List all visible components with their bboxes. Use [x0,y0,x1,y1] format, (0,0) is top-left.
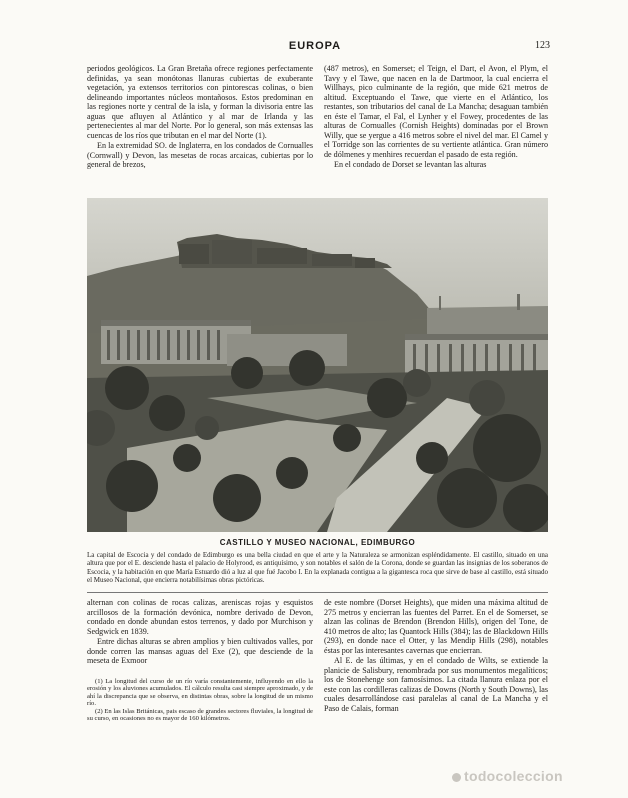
paragraph: alternan con colinas de rocas calizas, areniscas rojas y esquistos arcillosos de la formación devónica, nombre derivado de Devon, condado en donde abundan estos terrenos, y dado por Murchison y Sedgwick en 1839. [87,598,313,636]
running-title: EUROPA [288,40,342,52]
watermark-dot-icon [452,773,461,782]
watermark [452,768,563,784]
bottom-right-column [324,598,548,714]
paragraph: En el condado de Dorset se levantan las alturas [334,160,487,169]
top-right-column [324,64,548,171]
footnote: (1) La longitud del curso de un río varía constantemente, influyendo en ello la erosión y los aluviones acumulados. El cálculo resulta casi siempre aproximado, y de ahí la discrepancia que se observa, en distintas obras, sobre la longitud de un mismo río. [87,678,313,708]
top-left-column [87,64,313,171]
paragraph: periodos geológicos. La Gran Bretaña ofrece regiones perfectamente definidas, ya sean monótonas llanuras cubiertas de exuberante vegetación, ya extensos territorios con pintorescas colinas, o bien delineando importantes núcleos montañosos. Estos predominan en las regiones norte y central de la isla, y forman la divisoria entre las aguas que afluyen al Atlántico y al mar de Irlanda y las pertenecientes al mar del Norte. Por lo general, son más extensas las cuencas de los ríos que tributan en el mar del Norte (1). [87,64,313,140]
divider [87,592,548,593]
bottom-left-column [87,598,313,667]
page-number: 123 [535,40,550,51]
paragraph: (487 metros), en Somerset; el Teign, el Dart, el Avon, el Plym, el Tavy y el Tawe, que nacen en la de Dartmoor, la cual encierra el Willhays, pico culminante de la región, que mide 621 metros de altitud. Exceptuando el Tawe, que vierte en el Atlántico, los restantes, son tributarios del canal de La Mancha; desaguan también en éste el Tamar, el Fal, el Lynher y el Fowey, procedentes de las alturas de Cornualles (Cornish Heights) dominadas por el Brown Willy, que se yergue a 416 metros sobre el nivel del mar. El Camel y el Torridge son las corrientes de su vertiente atlántica. Gran número de dólmenes y menhires recuerdan el pasado de esta región. [324,64,548,159]
photo-legend: La capital de Escocia y del condado de Edimburgo es una bella ciudad en que el arte y la Naturaleza se armonizan espléndidamente. El castillo, situado en una altura que por el E. desciende hasta el palacio de Holyrood, es antiquísimo, y son notables el salón de la Corona, donde se guardan las insignias de los soberanos de Escocia, y la habitación en que María Estuardo dió a luz al que fué Jacobo I. En la explanada contigua a la gigantesca roca que sirve de base al castillo, está situado el Museo Nacional, que encierra notabilísimas obras pictóricas. [87,551,548,584]
castle-photo [87,198,548,532]
paragraph: Al E. de las últimas, y en el condado de Wilts, se extiende la planicie de Salisbury, renombrada por sus monumentos megalíticos; los de Stonehenge son famosísimos. La citada llanura enlaza por el este con las cordilleras calizas de Downs (North y South Downs), las cuales desarrollándose casi paralelas al canal de La Mancha y el Paso de Calais, forman [324,656,548,713]
photo-caption: CASTILLO Y MUSEO NACIONAL, EDIMBURGO [219,538,416,547]
footnote: (2) En las Islas Británicas, pais escaso de grandes sectores fluviales, la longitud de su curso, en ocasiones no es mayor de 160 kilómetros. [87,707,313,723]
paragraph: Entre dichas alturas se abren amplios y bien cultivados valles, por donde corren las mansas aguas del Exe (2), que desciende de la meseta de Exmoor [87,637,313,665]
paragraph: de este nombre (Dorset Heights), que miden una máxima altitud de 275 metros y encierran las fuentes del Parret. En el de Somerset, se alzan las colinas de Brendon (Brendon Hills), origen del Tone, de 410 metros de alto; las Quantock Hills (384); las de Blackdown Hills (293), en donde nace el Otter, y las Mendip Hills (298), notables éstas por las interesantes cavernas que encierran. [324,598,548,655]
footnotes [87,678,313,722]
watermark-text: todocoleccion [464,768,563,784]
paragraph: En la extremidad SO. de Inglaterra, en los condados de Cornualles (Cornwall) y Devon, las mesetas de rocas arcaicas, cubiertas por lo general de brezos, [87,141,313,169]
page-header [80,40,550,56]
